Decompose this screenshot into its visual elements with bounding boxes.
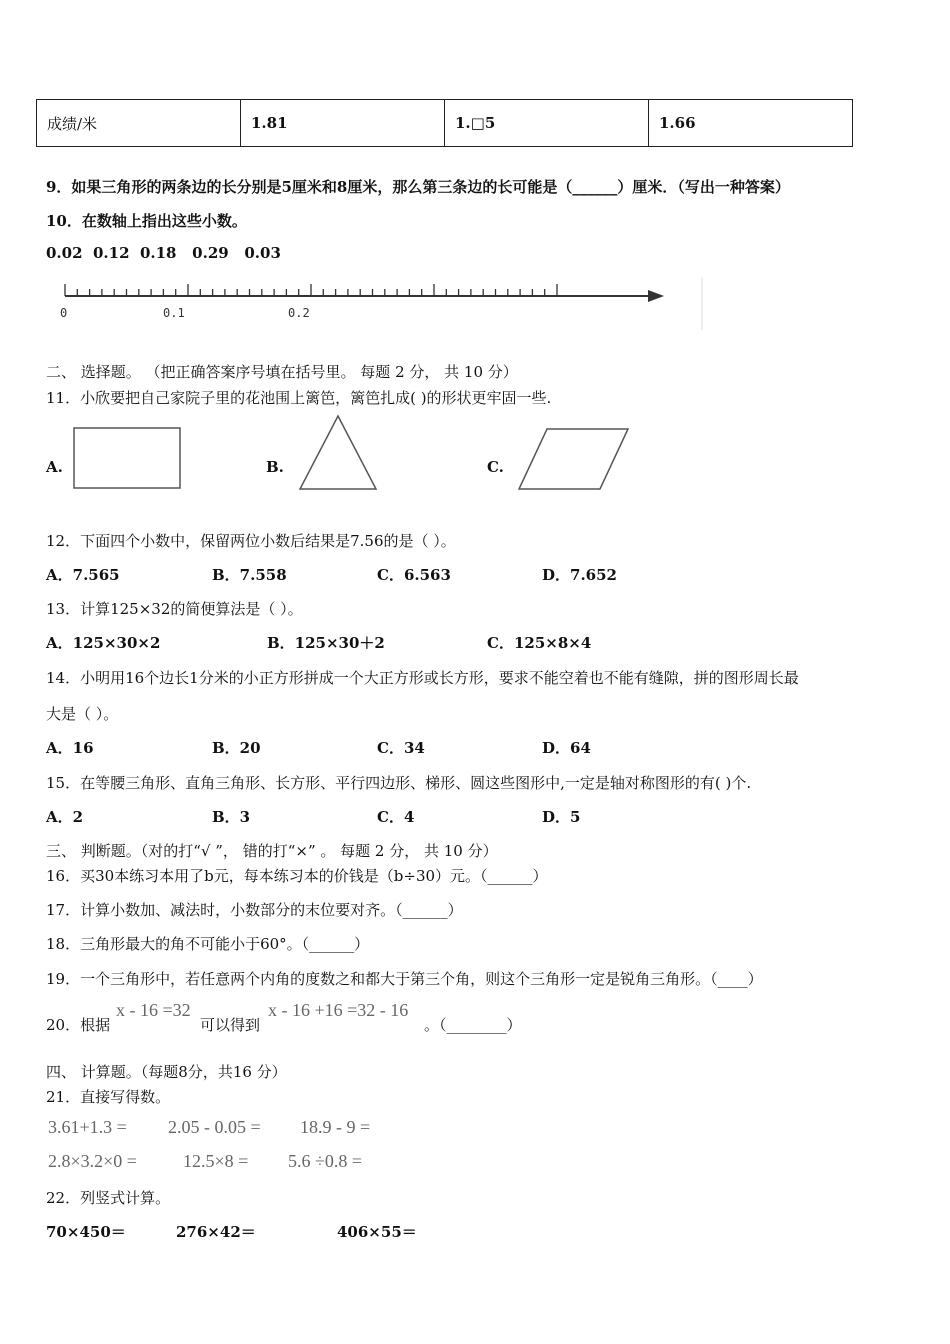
triangle-shape <box>298 414 380 492</box>
question-20-middle: 可以得到 <box>200 1016 261 1034</box>
question-22: 22．列竖式计算。 <box>46 1189 171 1207</box>
vertical-calc-item: 70×450＝ <box>46 1223 126 1241</box>
parallelogram-shape <box>517 426 631 492</box>
option-c: C．125×8×4 <box>487 634 592 652</box>
option-c: C．4 <box>377 808 415 826</box>
calc-item: 12.5×8 = <box>183 1151 249 1171</box>
table-cell: 1.66 <box>649 100 853 147</box>
option-b: B．125×30＋2 <box>267 634 385 652</box>
question-21: 21．直接写得数。 <box>46 1088 171 1106</box>
vertical-calc-item: 276×42＝ <box>176 1223 256 1241</box>
calc-item: 2.05 - 0.05 = <box>168 1117 261 1137</box>
axis-label-0: 0 <box>60 306 68 320</box>
table-cell: 成绩/米 <box>37 100 241 147</box>
option-a: A．7.565 <box>46 566 120 584</box>
score-table <box>36 99 853 147</box>
question-14-line-1: 14．小明用16个边长1分米的小正方形拼成一个大正方形或长方形，要求不能空着也不能有缝隙，拼的图形周长最 <box>46 669 799 687</box>
question-13: 13．计算125×32的简便算法是（ ）。 <box>46 600 303 618</box>
option-b: B．20 <box>212 739 261 757</box>
option-d: D．64 <box>542 739 591 757</box>
option-a-label: A. <box>46 458 63 476</box>
axis-label-0.2: 0.2 <box>288 306 310 320</box>
question-14-line-2: 大是（ ）。 <box>46 705 119 723</box>
axis-label-0.1: 0.1 <box>163 306 185 320</box>
option-a: A．125×30×2 <box>46 634 161 652</box>
calc-item: 2.8×3.2×0 = <box>48 1151 137 1171</box>
option-a: A．2 <box>46 808 84 826</box>
number-line <box>50 275 710 335</box>
question-20-prefix: 20．根据 <box>46 1016 111 1034</box>
option-a: A．16 <box>46 739 94 757</box>
decimal-list: 0.02 0.12 0.18 0.29 0.03 <box>46 244 281 262</box>
table-row <box>37 100 853 147</box>
equation-2: x - 16 +16 =32 - 16 <box>268 1000 409 1020</box>
equation-1: x - 16 =32 <box>116 1000 191 1020</box>
section-3-heading: 三、 判断题。（对的打“√ ”， 错的打“×” 。 每题 2 分， 共 10 分） <box>46 842 498 860</box>
question-12: 12．下面四个小数中，保留两位小数后结果是7.56的是（ ）。 <box>46 532 456 550</box>
option-c: C．34 <box>377 739 425 757</box>
option-c: C．6.563 <box>377 566 451 584</box>
option-d: D．7.652 <box>542 566 617 584</box>
table-cell: 1.□5 <box>445 100 649 147</box>
question-15: 15．在等腰三角形、直角三角形、长方形、平行四边形、梯形、圆这些图形中,一定是轴对称图形的有( )个. <box>46 774 752 792</box>
calc-item: 5.6 ÷0.8 = <box>288 1151 363 1171</box>
question-17: 17．计算小数加、减法时，小数部分的末位要对齐。（______） <box>46 901 463 919</box>
option-b: B．7.558 <box>212 566 287 584</box>
option-d: D．5 <box>542 808 581 826</box>
question-16: 16．买30本练习本用了b元，每本练习本的价钱是（b÷30）元。（______） <box>46 867 548 885</box>
question-20-suffix: 。（________） <box>424 1016 522 1034</box>
question-10: 10．在数轴上指出这些小数。 <box>46 212 247 230</box>
table-cell: 1.81 <box>241 100 445 147</box>
question-19: 19．一个三角形中，若任意两个内角的度数之和都大于第三个角，则这个三角形一定是锐角三角形。（____） <box>46 970 763 988</box>
arrow-icon <box>648 290 664 302</box>
rectangle-shape <box>72 426 184 490</box>
option-b: B．3 <box>212 808 251 826</box>
section-2-heading: 二、 选择题。 （把正确答案序号填在括号里。 每题 2 分， 共 10 分） <box>46 363 518 381</box>
vertical-calc-item: 406×55＝ <box>337 1223 417 1241</box>
option-c-label: C. <box>487 458 504 476</box>
option-b-label: B. <box>266 458 284 476</box>
section-4-heading: 四、 计算题。（每题8分，共16 分） <box>46 1063 287 1081</box>
question-18: 18．三角形最大的角不可能小于60°。（______） <box>46 935 370 953</box>
calc-item: 18.9 - 9 = <box>300 1117 371 1137</box>
question-9: 9．如果三角形的两条边的长分别是5厘米和8厘米，那么第三条边的长可能是（______）厘米．（写出一种答案） <box>46 178 790 196</box>
calc-item: 3.61+1.3 = <box>48 1117 127 1137</box>
question-11: 11．小欣要把自己家院子里的花池围上篱笆，篱笆扎成( )的形状更牢固一些. <box>46 389 552 407</box>
